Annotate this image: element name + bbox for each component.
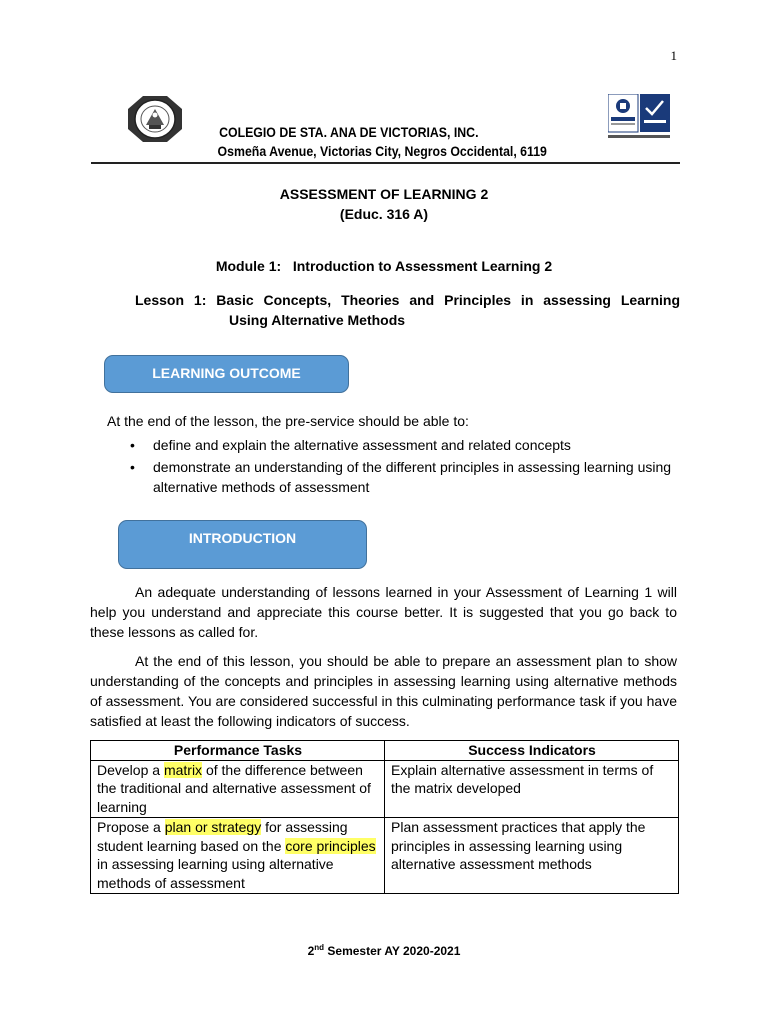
success-indicator-cell: Explain alternative assessment in terms of the matrix developed xyxy=(385,760,679,818)
column-header: Performance Tasks xyxy=(91,741,385,761)
performance-task-cell: Propose a plan or strategy for assessing student learning based on the core principles in assessing learning using alternative methods of assessment xyxy=(91,818,385,894)
intro-paragraph-2: At the end of this lesson, you should be able to prepare an assessment plan to show understanding of the concepts and principles in assessing learning using alternative methods of assessment. You are considered successful in this culminating performance task if you have satisfied at least the following indicators of success. xyxy=(90,653,677,729)
semester-footer: 2nd Semester AY 2020-2021 xyxy=(307,943,461,958)
school-name: COLEGIO DE STA. ANA DE VICTORIAS, INC. xyxy=(219,124,479,140)
header-divider xyxy=(91,162,680,164)
column-header: Success Indicators xyxy=(385,741,679,761)
page-number: 1 xyxy=(670,48,677,63)
course-title: ASSESSMENT OF LEARNING 2 xyxy=(279,186,489,202)
highlight: core principles xyxy=(285,837,376,854)
performance-task-cell: Develop a matrix of the difference between the traditional and alternative assessment of learning xyxy=(91,760,385,818)
table-row xyxy=(91,760,679,818)
table-header-row xyxy=(91,741,679,761)
course-code: (Educ. 316 A) xyxy=(339,206,429,222)
highlight: plan or strategy xyxy=(164,819,262,835)
outcome-intro-text: At the end of the lesson, the pre-service should be able to: xyxy=(107,413,469,429)
highlight: matrix xyxy=(163,761,203,778)
list-item: • demonstrate an understanding of the different principles in assessing learning using alternative methods of assessment xyxy=(130,457,690,497)
introduction-heading: INTRODUCTION xyxy=(118,520,367,569)
outcome-list xyxy=(130,435,690,499)
table-row xyxy=(91,818,679,894)
list-item: • define and explain the alternative assessment and related concepts xyxy=(130,435,690,455)
intro-paragraph-1: An adequate understanding of lessons learned in your Assessment of Learning 1 will help you understand and appreciate this course better. It is suggested that you go back to these lessons as called for. xyxy=(90,584,677,640)
performance-table xyxy=(90,740,679,894)
success-indicator-cell: Plan assessment practices that apply the principles in assessing learning using alternative assessment methods xyxy=(385,818,679,894)
lesson-title-line2: Using Alternative Methods xyxy=(229,312,406,328)
learning-outcome-heading: LEARNING OUTCOME xyxy=(104,355,349,393)
module-title: Module 1: Introduction to Assessment Learning 2 xyxy=(215,258,553,274)
lesson-title-line1: Lesson 1: Basic Concepts, Theories and Principles in assessing Learning xyxy=(135,292,680,308)
school-address: Osmeña Avenue, Victorias City, Negros Occidental, 6119 xyxy=(217,143,547,159)
